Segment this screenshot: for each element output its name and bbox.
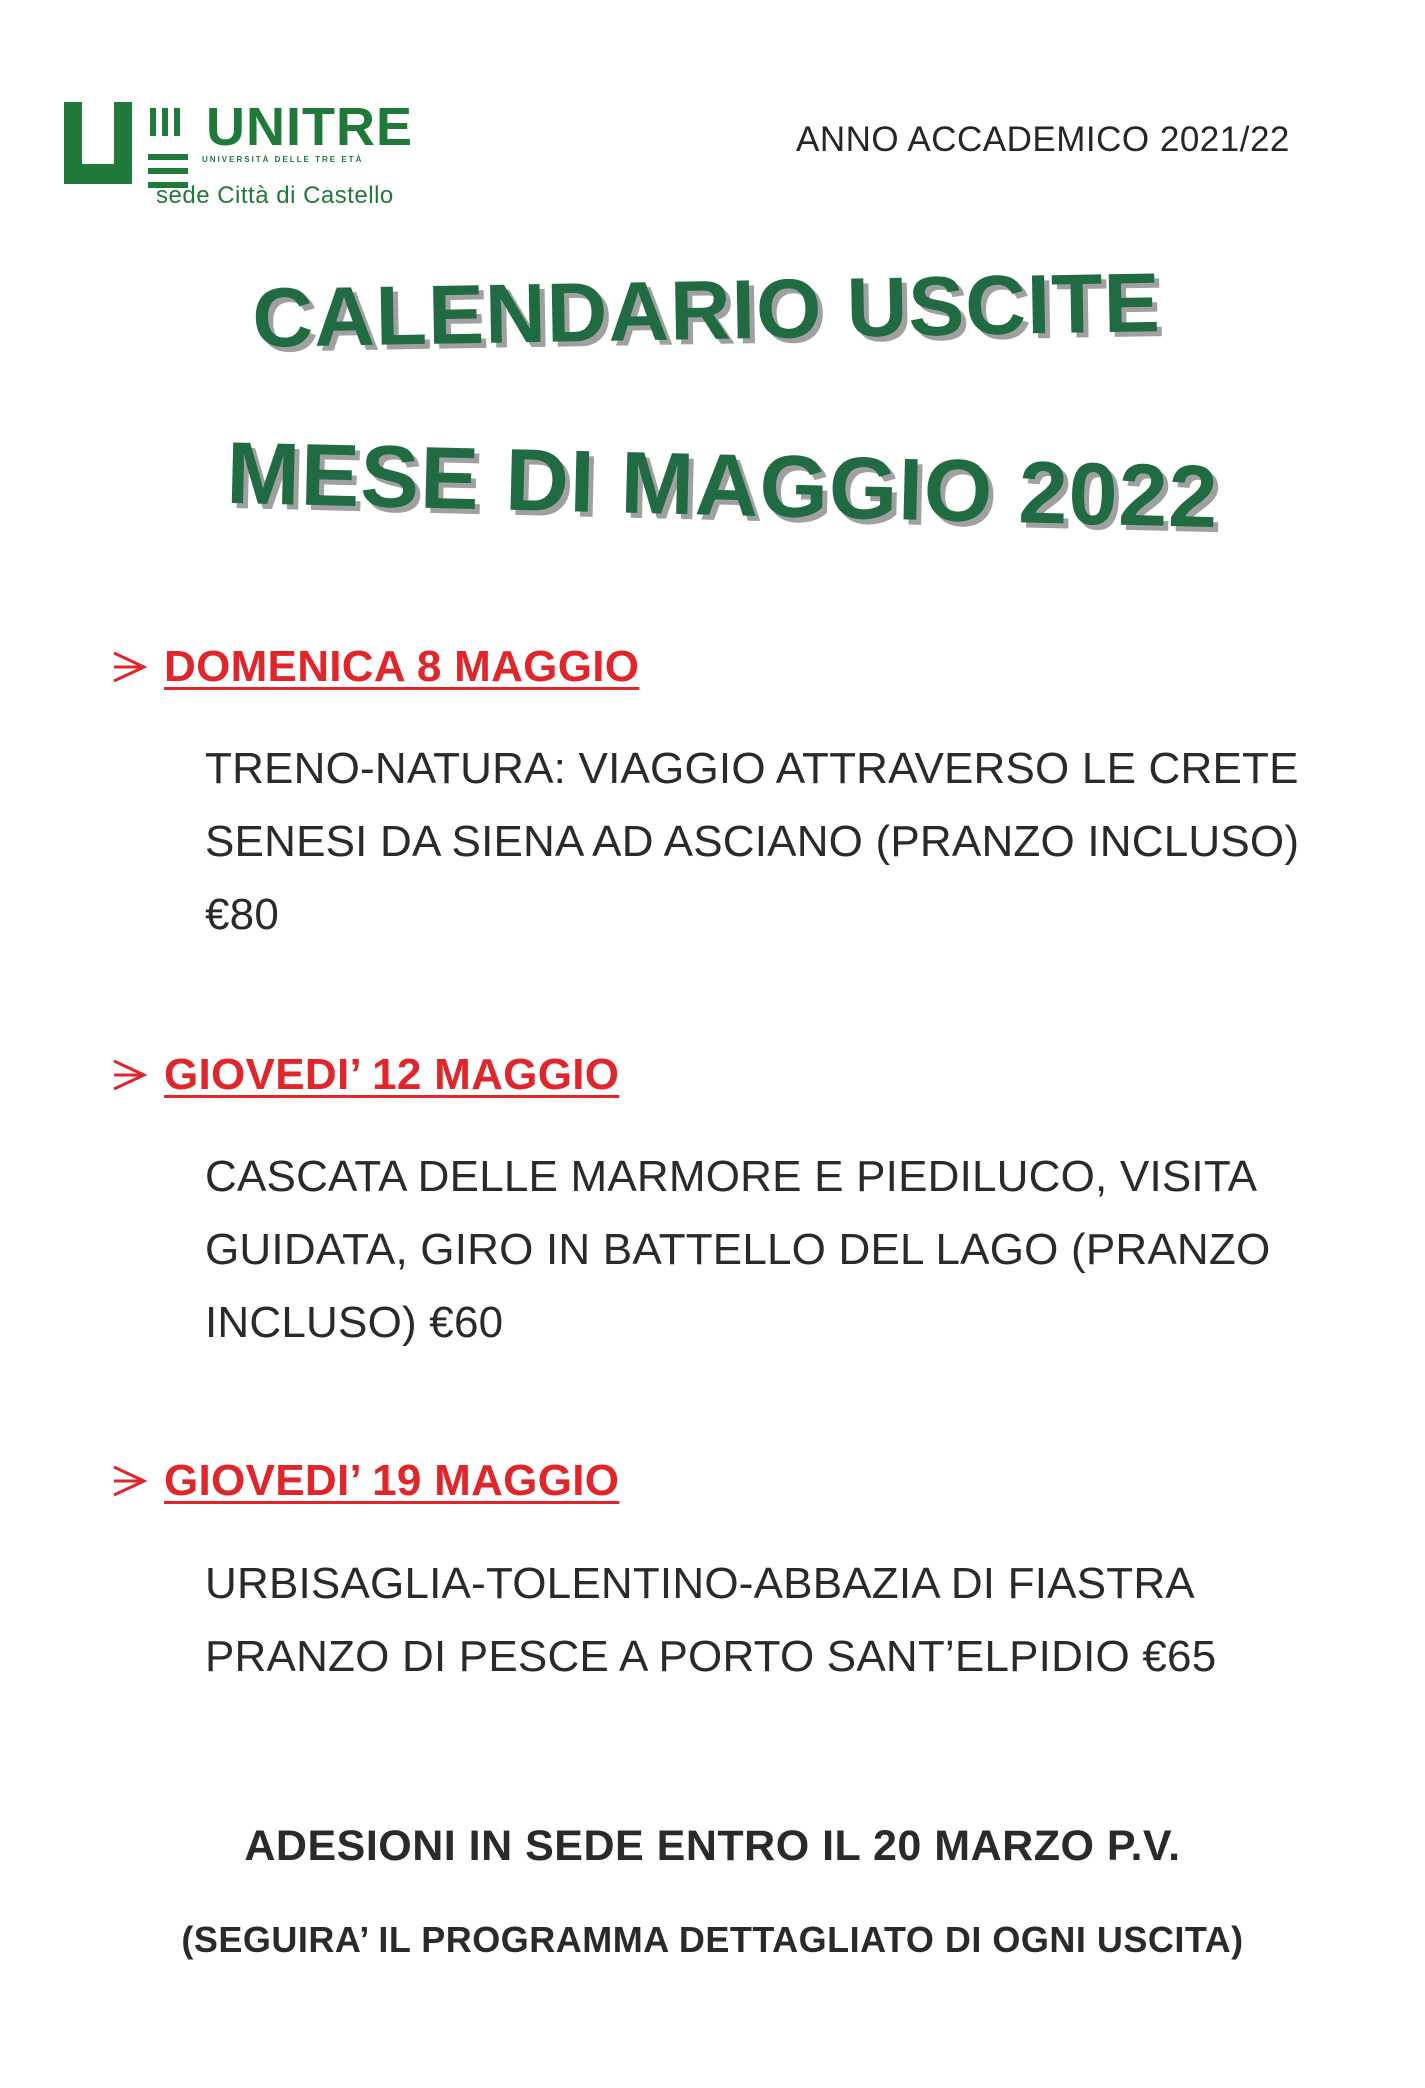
event-line: SENESI DA SIENA AD ASCIANO (PRANZO INCLUSO) <box>205 817 1300 866</box>
logo-subtitle: UNIVERSITÀ DELLE TRE ETÀ <box>202 155 364 164</box>
logo-u-mark-icon <box>62 100 146 186</box>
academic-year: ANNO ACCADEMICO 2021/22 <box>796 120 1290 159</box>
event-line: GUIDATA, GIRO IN BATTELLO DEL LAGO (PRANZO <box>205 1225 1271 1274</box>
arrow-right-icon <box>110 1463 150 1499</box>
event-date-2 <box>110 1050 619 1100</box>
logo-name: UNITRE <box>206 97 413 157</box>
title-line-1: CALENDARIO USCITE <box>251 255 1162 365</box>
event-description-3 <box>205 1547 1355 1693</box>
event-description-2 <box>205 1140 1355 1359</box>
title-line-2: MESE DI MAGGIO 2022 <box>225 422 1220 547</box>
event-line: CASCATA DELLE MARMORE E PIEDILUCO, VISITA <box>205 1152 1258 1201</box>
unitre-logo <box>62 97 452 220</box>
event-line: €80 <box>205 890 280 939</box>
event-date-3 <box>110 1456 619 1506</box>
program-notice: (SEGUIRA’ IL PROGRAMMA DETTAGLIATO DI OGNI USCITA) <box>181 1919 1244 1960</box>
event-date-label: GIOVEDI’ 19 MAGGIO <box>164 1456 620 1505</box>
arrow-right-icon <box>110 649 150 685</box>
event-date-1 <box>110 642 639 692</box>
logo-sede: sede Città di Castello <box>156 182 394 209</box>
event-line: INCLUSO) €60 <box>205 1298 504 1347</box>
event-date-label: GIOVEDI’ 12 MAGGIO <box>164 1050 620 1099</box>
arrow-right-icon <box>110 1057 150 1093</box>
event-description-1 <box>205 732 1355 951</box>
registration-notice: ADESIONI IN SEDE ENTRO IL 20 MARZO P.V. <box>244 1822 1181 1870</box>
event-line: URBISAGLIA-TOLENTINO-ABBAZIA DI FIASTRA <box>205 1559 1195 1608</box>
event-line: PRANZO DI PESCE A PORTO SANT’ELPIDIO €65 <box>205 1632 1217 1681</box>
event-line: TRENO-NATURA: VIAGGIO ATTRAVERSO LE CRETE <box>205 744 1299 793</box>
event-date-label: DOMENICA 8 MAGGIO <box>164 642 640 691</box>
